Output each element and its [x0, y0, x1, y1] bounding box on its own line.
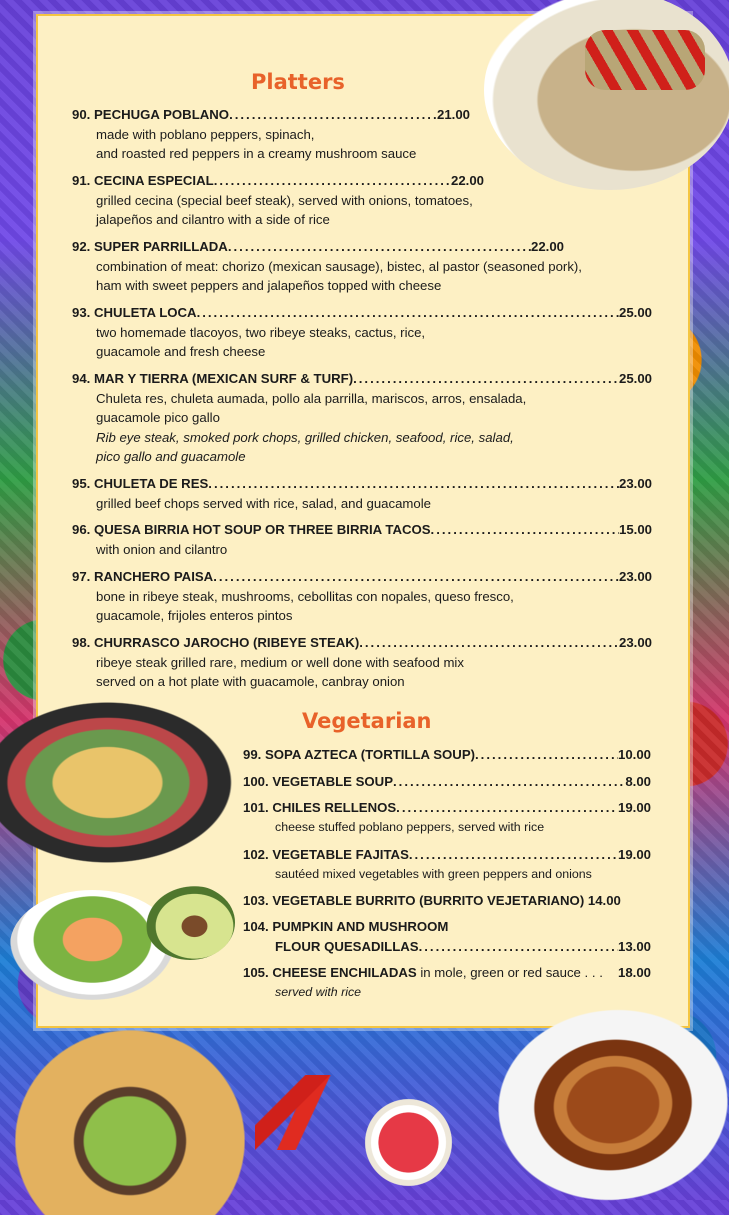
item-price: 22.00 [450, 173, 484, 188]
item-name: 95. CHULETA DE RES [72, 476, 209, 491]
item-description: bone in ribeye steak, mushrooms, cebollitas con nopales, queso fresco, [96, 588, 514, 604]
item-name: 91. CECINA ESPECIAL [72, 173, 214, 188]
item-name: 97. RANCHERO PAISA [72, 569, 214, 584]
menu-item [72, 520, 652, 559]
item-price: 25.00 [618, 305, 652, 320]
menu-item [72, 303, 652, 362]
item-price: 19.00 [617, 847, 651, 862]
menu-item [243, 963, 651, 1002]
item-name: 96. QUESA BIRRIA HOT SOUP OR THREE BIRRIA TACOS [72, 522, 431, 537]
item-description: jalapeños and cilantro with a side of rice [96, 212, 330, 227]
pico-de-gallo-photo [356, 1090, 461, 1195]
item-description: sautéed mixed vegetables with green peppers and onions [275, 866, 592, 881]
item-price: 19.00 [617, 800, 651, 815]
item-price: 23.00 [618, 635, 652, 650]
item-price: 23.00 [618, 569, 652, 584]
item-name: 101. CHILES RELLENOS [243, 800, 397, 815]
item-name: 102. VEGETABLE FAJITAS [243, 847, 409, 862]
item-description-english: Rib eye steak, smoked pork chops, grilled chicken, seafood, rice, salad, [96, 429, 514, 445]
item-description: guacamole, frijoles enteros pintos [96, 608, 293, 623]
item-price: 10.00 [617, 747, 651, 762]
item-name: 103. VEGETABLE BURRITO (BURRITO VEJETARIANO) [243, 893, 585, 908]
red-pepper-strips-photo [585, 30, 705, 90]
platters-title: Platters [251, 70, 345, 94]
menu-item [72, 105, 470, 164]
item-description: served with rice [275, 984, 362, 999]
chili-peppers-icon [255, 1075, 345, 1150]
item-name: 104. PUMPKIN AND MUSHROOM [243, 919, 449, 934]
menu-item [243, 845, 651, 884]
guacamole-chips-photo [15, 1030, 245, 1215]
menu-item [72, 567, 652, 626]
item-name: 94. MAR Y TIERRA (MEXICAN SURF & TURF) [72, 371, 354, 386]
menu-item [243, 745, 651, 765]
item-name: 92. SUPER PARRILLADA [72, 239, 228, 254]
item-price: 21.00 [436, 107, 470, 122]
item-name: 93. CHULETA LOCA [72, 305, 197, 320]
item-price: 13.00 [617, 938, 651, 954]
item-price: 23.00 [618, 476, 652, 491]
enchiladas-plate-photo [489, 998, 729, 1211]
menu-item [72, 237, 582, 296]
item-name: 99. SOPA AZTECA (TORTILLA SOUP) [243, 747, 476, 762]
item-description: two homemade tlacoyos, two ribeye steaks, cactus, rice, [96, 324, 426, 340]
item-description: ham with sweet peppers and jalapeños topped with cheese [96, 278, 442, 293]
item-description: grilled cecina (special beef steak), served with onions, tomatoes, [96, 192, 473, 208]
menu-item [72, 171, 484, 230]
item-description: Chuleta res, chuleta aumada, pollo ala parrilla, mariscos, arros, ensalada, [96, 390, 527, 406]
vegetarian-title: Vegetarian [302, 709, 432, 733]
menu-item [243, 772, 651, 792]
item-price: 18.00 [617, 965, 651, 980]
item-price: 8.00 [625, 774, 651, 789]
menu-item [72, 474, 652, 513]
item-description: and roasted red peppers in a creamy mushroom sauce [96, 146, 417, 161]
menu-item [243, 891, 651, 911]
item-name-line2: FLOUR QUESADILLAS [275, 938, 419, 954]
item-description: grilled beef chops served with rice, salad, and guacamole [96, 495, 432, 511]
item-description: cheese stuffed poblano peppers, served with rice [275, 819, 545, 834]
menu-item [72, 633, 652, 692]
item-name: 90. PECHUGA POBLANO [72, 107, 230, 122]
item-description: served on a hot plate with guacamole, canbray onion [96, 674, 405, 689]
avocado-photo [145, 885, 235, 960]
item-name: 105. CHEESE ENCHILADAS [243, 965, 417, 980]
menu-item [243, 798, 651, 837]
item-description-english: pico gallo and guacamole [96, 449, 246, 464]
item-price: 22.00 [530, 239, 564, 254]
item-description: guacamole pico gallo [96, 410, 220, 425]
menu-item [243, 917, 651, 956]
item-description: made with poblano peppers, spinach, [96, 126, 315, 142]
item-price: 15.00 [618, 522, 652, 537]
item-name: 100. VEGETABLE SOUP [243, 774, 393, 789]
pechuga-poblano-photo [484, 0, 729, 190]
item-description: ribeye steak grilled rare, medium or well done with seafood mix [96, 654, 464, 670]
item-description: guacamole and fresh cheese [96, 344, 266, 359]
item-price: 14.00 [587, 893, 621, 908]
item-description: with onion and cilantro [96, 541, 228, 557]
item-price: 25.00 [618, 371, 652, 386]
item-description: combination of meat: chorizo (mexican sausage), bistec, al pastor (seasoned pork), [96, 258, 582, 274]
item-suffix: in mole, green or red sauce . . . [416, 965, 603, 980]
item-name: 98. CHURRASCO JAROCHO (RIBEYE STEAK) [72, 635, 360, 650]
menu-item [72, 369, 652, 467]
